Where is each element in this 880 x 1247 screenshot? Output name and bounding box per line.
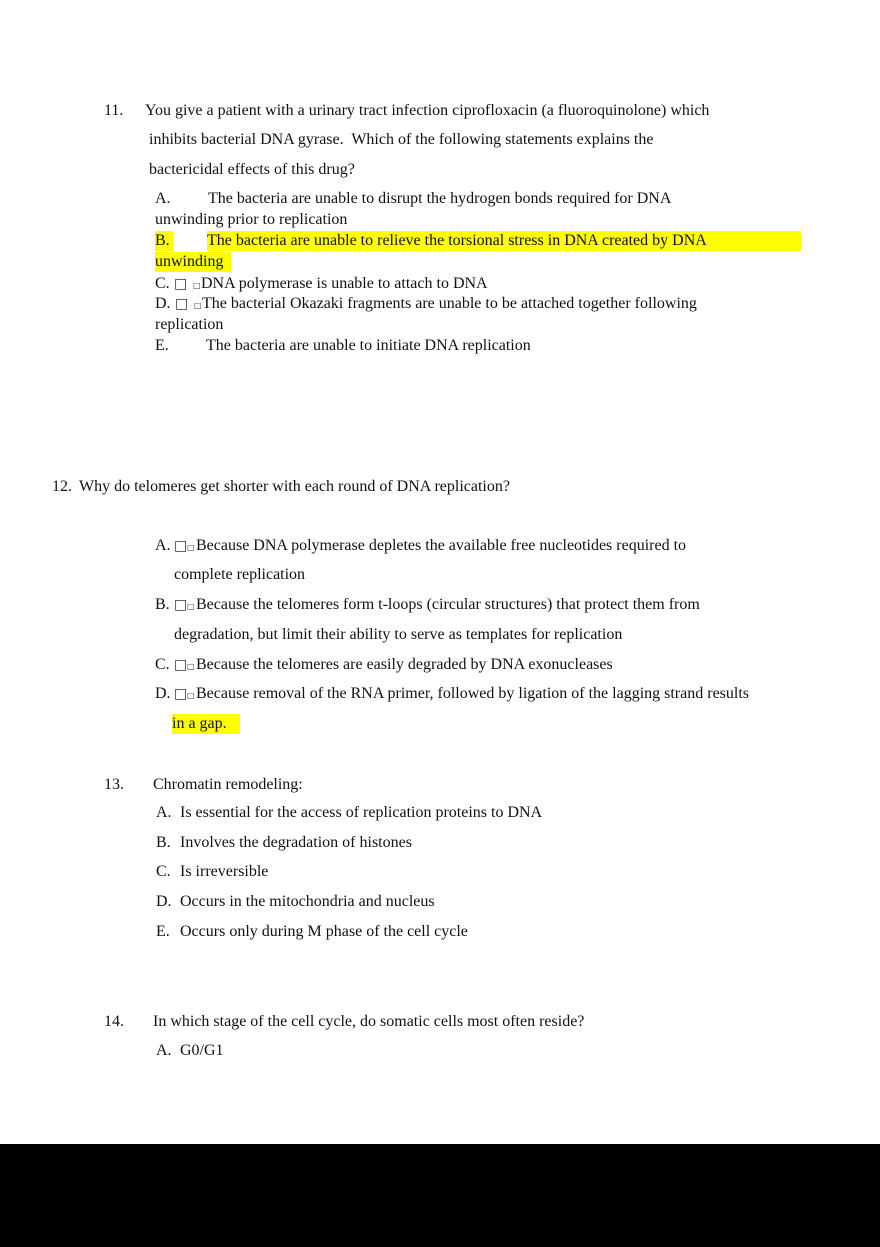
option-letter: E. [155, 337, 169, 354]
checkbox-glyph-icon: □ [175, 296, 189, 312]
option-text: Because the telomeres form t-loops (circular structures) that protect them from [196, 596, 700, 613]
letterbox-black-band [0, 1144, 880, 1247]
option-text: The bacterial Okazaki fragments are unable to be attached together following [202, 295, 697, 312]
option-letter: C. [155, 656, 170, 673]
checkbox-glyph-icon: □ [187, 602, 195, 611]
option-text: unwinding prior to replication [155, 211, 348, 228]
option-letter: C. [156, 863, 171, 880]
question-number: 12. [52, 478, 72, 495]
checkbox-glyph-icon: □ [194, 301, 202, 310]
checkbox-glyph-icon: □ [174, 686, 188, 702]
option-letter: A. [155, 537, 171, 554]
option-text: DNA polymerase is unable to attach to DNA [201, 275, 488, 292]
question-stem-line: Chromatin remodeling: [153, 776, 303, 793]
checkbox-glyph-icon: □ [174, 276, 188, 292]
option-letter: D. [156, 893, 172, 910]
option-letter: B. [156, 834, 171, 851]
option-text: Is essential for the access of replication proteins to DNA [180, 804, 543, 821]
option-letter: A. [156, 804, 172, 821]
option-letter: B. [155, 231, 173, 251]
question-number: 14. [104, 1013, 124, 1030]
option-text: in a gap. [172, 714, 240, 734]
option-text: Because the telomeres are easily degraded by DNA exonucleases [196, 656, 613, 673]
option-letter: B. [155, 596, 170, 613]
option-letter: A. [155, 190, 171, 207]
checkbox-glyph-icon: □ [187, 662, 195, 671]
option-letter: E. [156, 923, 170, 940]
option-text: Occurs only during M phase of the cell cycle [180, 923, 468, 940]
option-text: complete replication [174, 566, 306, 583]
question-stem-line: bactericidal effects of this drug? [149, 161, 355, 178]
option-letter: D. [155, 295, 171, 312]
option-letter: C. [155, 275, 170, 292]
option-text: Because DNA polymerase depletes the available free nucleotides required to [196, 537, 687, 554]
option-letter: A. [156, 1042, 172, 1059]
question-stem-line: inhibits bacterial DNA gyrase. Which of the following statements explains the [149, 131, 654, 148]
option-text: G0/G1 [180, 1042, 224, 1059]
checkbox-glyph-icon: □ [174, 538, 188, 554]
option-text: Involves the degradation of histones [180, 834, 412, 851]
checkbox-glyph-icon: □ [174, 597, 188, 613]
option-text: Occurs in the mitochondria and nucleus [180, 893, 435, 910]
checkbox-glyph-icon: □ [187, 543, 195, 552]
option-text: Because removal of the RNA primer, followed by ligation of the lagging strand results [196, 685, 750, 702]
option-letter: D. [155, 685, 171, 702]
checkbox-glyph-icon: □ [187, 691, 195, 700]
question-stem-line: In which stage of the cell cycle, do somatic cells most often reside? [153, 1013, 585, 1030]
question-stem-line: You give a patient with a urinary tract infection ciprofloxacin (a fluoroquinolone) which [145, 102, 710, 119]
option-text: The bacteria are unable to initiate DNA replication [206, 337, 531, 354]
option-text: Is irreversible [180, 863, 269, 880]
option-text: The bacteria are unable to relieve the torsional stress in DNA created by DNA [207, 231, 801, 251]
option-text: unwinding [155, 252, 231, 272]
question-stem-line: Why do telomeres get shorter with each round of DNA replication? [79, 478, 510, 495]
option-text: The bacteria are unable to disrupt the hydrogen bonds required for DNA [208, 190, 672, 207]
option-text: degradation, but limit their ability to serve as templates for replication [174, 626, 623, 643]
checkbox-glyph-icon: □ [174, 657, 188, 673]
question-number: 11. [104, 102, 124, 119]
option-text: replication [155, 316, 224, 333]
question-number: 13. [104, 776, 124, 793]
checkbox-glyph-icon: □ [193, 281, 201, 290]
